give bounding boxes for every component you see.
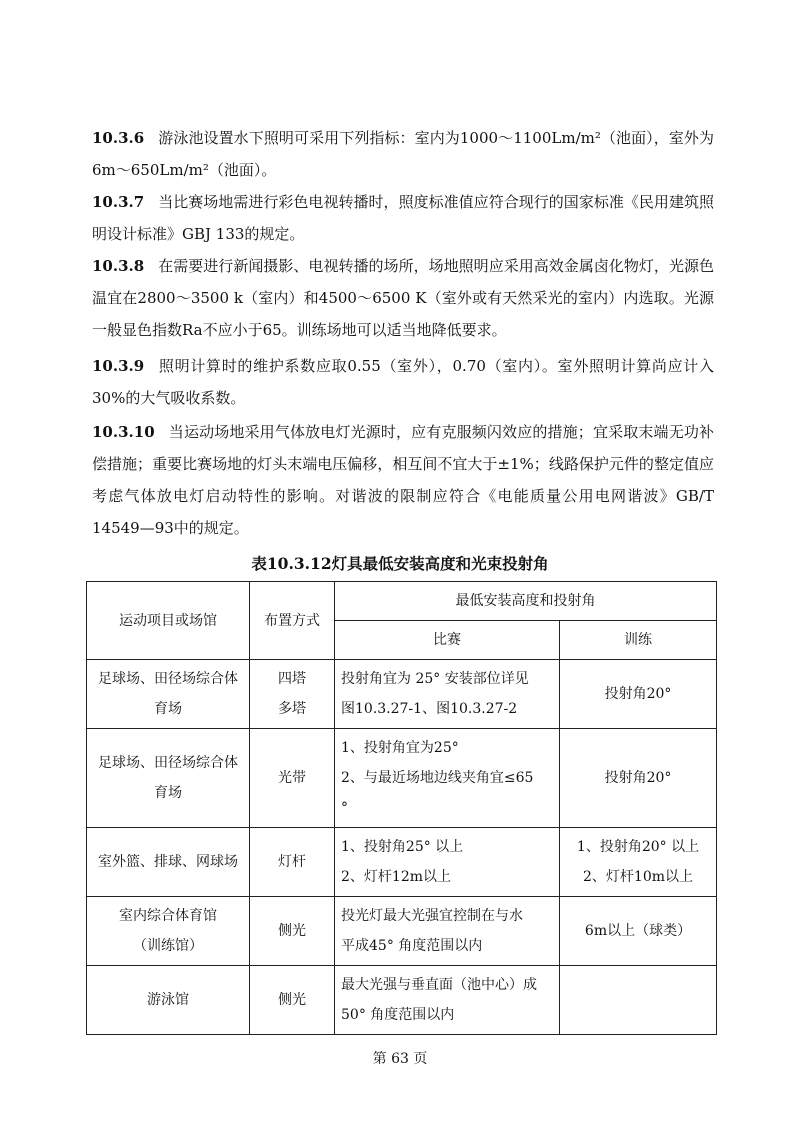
cell-line: 游泳馆 — [147, 992, 189, 1008]
clause-text: 当比赛场地需进行彩色电视转播时，照度标准值应符合现行的国家标准《民用建筑照明设计标准》GBJ 133的规定。 — [92, 193, 714, 243]
cell-training — [560, 729, 717, 828]
cell-layout — [250, 966, 335, 1035]
clause-text: 游泳池设置水下照明可采用下列指标：室内为1000～1100Lm/m²（池面），室外为6m～650Lm/m²（池面）。 — [92, 129, 714, 179]
cell-line: 2、灯杆12m以上 — [341, 869, 451, 885]
clause-text: 照明计算时的维护系数应取0.55（室外），0.70（室内）。室外照明计算尚应计入30%的大气吸收系数。 — [92, 357, 714, 407]
cell-line: 投射角20° — [604, 770, 672, 786]
cell-match — [335, 966, 560, 1035]
cell-match — [335, 897, 560, 966]
cell-line: 1、投射角25° 以上 — [341, 839, 464, 855]
header-layout: 布置方式 — [250, 582, 335, 660]
cell-line: 侧光 — [278, 923, 306, 939]
cell-match — [335, 729, 560, 828]
header-training: 训练 — [560, 621, 717, 660]
header-group: 最低安装高度和投射角 — [335, 582, 717, 621]
cell-venue — [87, 966, 250, 1035]
cell-line: 育场 — [154, 785, 182, 801]
cell-layout — [250, 897, 335, 966]
cell-line: ° — [341, 800, 348, 816]
clause-text: 在需要进行新闻摄影、电视转播的场所，场地照明应采用高效金属卤化物灯，光源色温宜在2800～3500 k（室内）和4500～6500 K（室外或有天然采光的室内）内选取。光源一般显色指数Ra不应小于65。训练场地可以适当地降低要求。 — [92, 257, 714, 339]
cell-line: 光带 — [278, 770, 306, 786]
clause-number: 10.3.7 — [92, 193, 145, 211]
cell-line: 足球场、田径场综合体 — [98, 755, 238, 771]
cell-line: 图10.3.27-1、图10.3.27-2 — [341, 701, 518, 717]
cell-line: 投光灯最大光强宜控制在与水 — [341, 908, 523, 924]
cell-line: 50° 角度范围以内 — [341, 1007, 455, 1023]
clause-number: 10.3.8 — [92, 257, 145, 275]
header-match: 比赛 — [335, 621, 560, 660]
cell-line: 投射角宜为 25° 安装部位详见 — [341, 671, 529, 687]
table-row — [87, 729, 717, 828]
cell-venue — [87, 828, 250, 897]
clause-10-3-6 — [92, 122, 714, 186]
cell-line: 育场 — [154, 701, 182, 717]
cell-line: 四塔 — [278, 671, 306, 687]
clause-text: 当运动场地采用气体放电灯光源时，应有克服频闪效应的措施；宜采取末端无功补偿措施；重要比赛场地的灯头末端电压偏移，相互间不宜大于±1%；线路保护元件的整定值应考虑气体放电灯启动特性的影响。对谐波的限制应符合《电能质量公用电网谐波》GB/T 14549—93中的规定。 — [92, 423, 714, 537]
cell-line: 6m以上（球类） — [584, 923, 692, 939]
table-row — [87, 660, 717, 729]
table-row — [87, 828, 717, 897]
cell-line: （训练馆） — [133, 938, 203, 954]
cell-layout — [250, 828, 335, 897]
cell-line: 最大光强与垂直面（池中心）成 — [341, 977, 537, 993]
clause-number: 10.3.9 — [92, 357, 145, 375]
page-number: 第 63 页 — [372, 1051, 428, 1067]
clause-number: 10.3.6 — [92, 129, 145, 147]
table-header-row — [87, 582, 717, 621]
cell-match — [335, 828, 560, 897]
cell-line: 1、投射角宜为25° — [341, 740, 459, 756]
cell-line: 投射角20° — [604, 686, 672, 702]
header-venue: 运动项目或场馆 — [87, 582, 250, 660]
cell-layout — [250, 729, 335, 828]
cell-training — [560, 897, 717, 966]
cell-layout — [250, 660, 335, 729]
clause-10-3-9 — [92, 350, 714, 414]
table-row — [87, 897, 717, 966]
cell-line: 足球场、田径场综合体 — [98, 671, 238, 687]
cell-line: 室外篮、排球、网球场 — [98, 854, 238, 870]
clause-10-3-8 — [92, 250, 714, 346]
cell-line: 灯杆 — [278, 854, 306, 870]
clause-number: 10.3.10 — [92, 423, 155, 441]
cell-venue — [87, 897, 250, 966]
cell-line: 室内综合体育馆 — [119, 908, 217, 924]
lighting-spec-table — [86, 581, 717, 1035]
cell-line: 侧光 — [278, 992, 306, 1008]
cell-match — [335, 660, 560, 729]
cell-line: 1、投射角20° 以上 — [576, 839, 700, 855]
cell-venue — [87, 660, 250, 729]
cell-training — [560, 660, 717, 729]
cell-training — [560, 828, 717, 897]
table-row — [87, 966, 717, 1035]
cell-line: 多塔 — [278, 701, 306, 717]
clause-10-3-7 — [92, 186, 714, 250]
table-caption: 表10.3.12灯具最低安装高度和光束投射角 — [251, 554, 549, 573]
cell-venue — [87, 729, 250, 828]
cell-training — [560, 966, 717, 1035]
cell-line: 2、与最近场地边线夹角宜≤65 — [341, 770, 534, 786]
cell-line: 平成45° 角度范围以内 — [341, 938, 483, 954]
cell-line: 2、灯杆10m以上 — [583, 869, 693, 885]
clause-10-3-10 — [92, 416, 714, 544]
